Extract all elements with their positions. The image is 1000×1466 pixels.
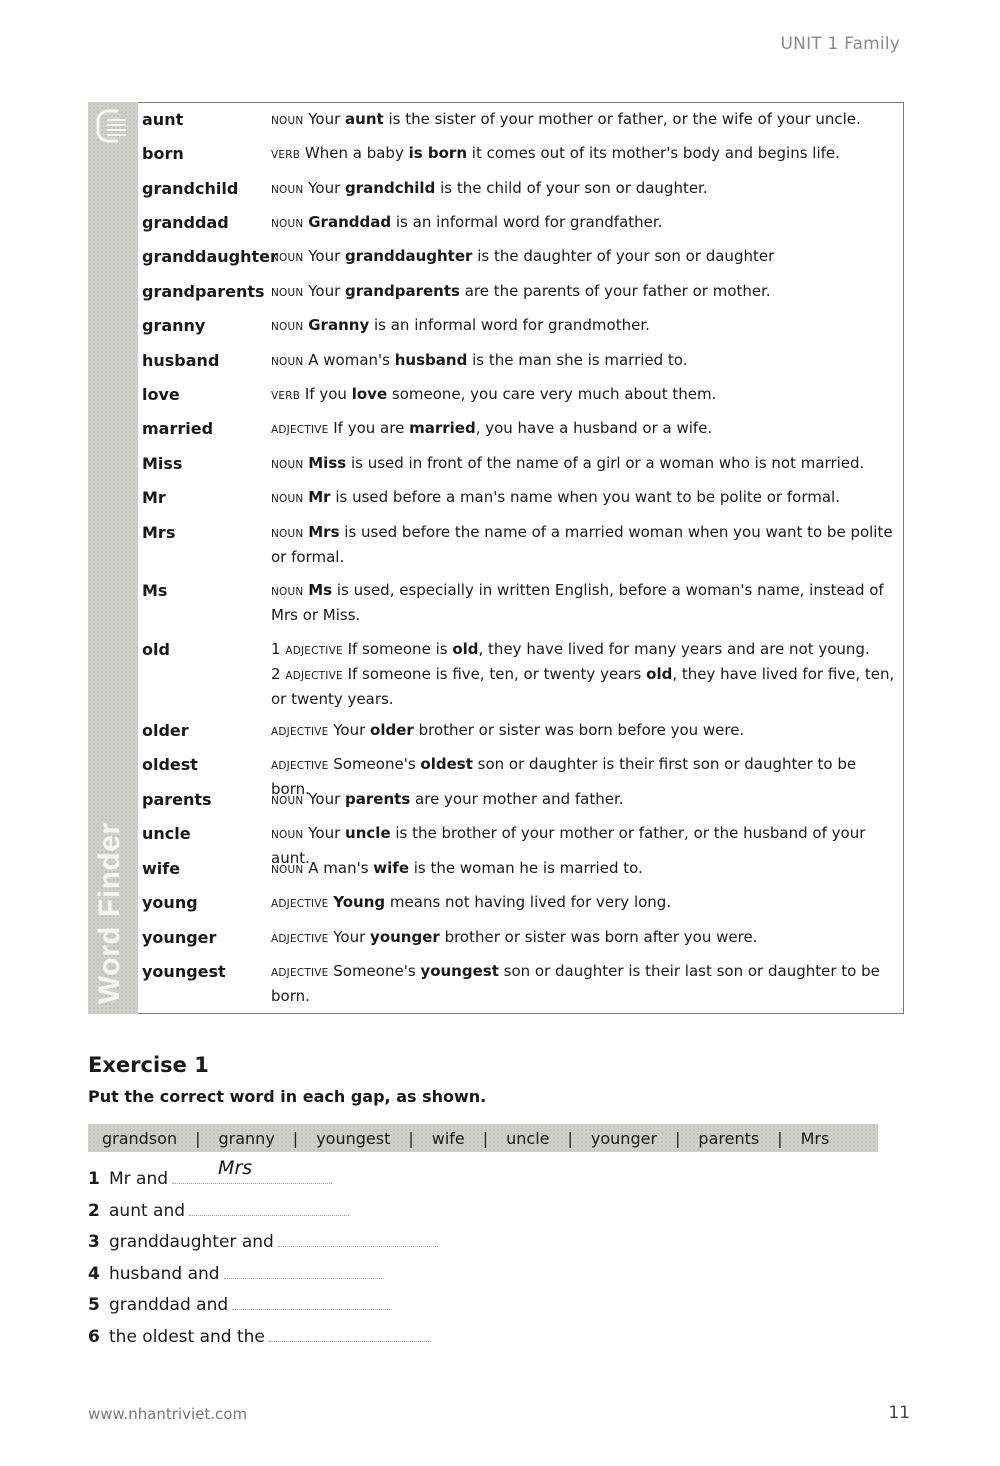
headword: granddaughter <box>142 247 278 266</box>
footer-url: www.nhantriviet.com <box>88 1405 248 1423</box>
sense <box>271 926 897 951</box>
word-bank-separator: | <box>292 1128 299 1148</box>
entry-row <box>142 521 897 569</box>
answer-blank[interactable] <box>232 1292 392 1310</box>
definition <box>271 108 897 133</box>
entry-row <box>142 719 897 744</box>
bold-term: Young <box>333 893 386 911</box>
bold-term: older <box>370 721 414 739</box>
bold-term: old <box>452 640 479 658</box>
headword: older <box>142 721 189 740</box>
part-of-speech: ADJECTIVE <box>271 726 329 738</box>
part-of-speech: ADJECTIVE <box>271 933 329 945</box>
part-of-speech: ADJECTIVE <box>271 898 329 910</box>
part-of-speech: NOUN <box>271 115 304 127</box>
definition-text: is an informal word for grandfather. <box>391 213 663 231</box>
entry-row <box>142 142 897 167</box>
sense <box>271 719 897 744</box>
definition <box>271 142 897 167</box>
definition-text: Your <box>308 110 346 128</box>
sense <box>271 108 897 133</box>
page-number: 11 <box>888 1403 910 1423</box>
entry-row <box>142 486 897 511</box>
definition-text: Someone's <box>333 962 421 980</box>
definition-text: means not having lived for very long. <box>385 893 672 911</box>
definition <box>271 245 897 270</box>
question-item <box>88 1292 438 1324</box>
bold-term: oldest <box>420 755 473 773</box>
part-of-speech: NOUN <box>271 795 304 807</box>
headword: love <box>142 385 180 404</box>
definition-text: son or daughter is their first son or daughter to be born. <box>271 755 857 798</box>
definition-text: Your <box>333 721 371 739</box>
definition-text: , they have lived for many years and are not young. <box>478 640 870 658</box>
definition-text: If you <box>304 385 352 403</box>
question-text: husband and <box>109 1263 220 1284</box>
part-of-speech: NOUN <box>271 356 304 368</box>
entry-row <box>142 788 897 813</box>
headword: grandparents <box>142 282 265 301</box>
definition <box>271 857 897 882</box>
part-of-speech: NOUN <box>271 287 304 299</box>
definition <box>271 719 897 744</box>
bold-term: husband <box>394 351 468 369</box>
definition <box>271 177 897 202</box>
definition-text: is used before the name of a married woman when you want to be polite or formal. <box>271 523 893 566</box>
headword: Miss <box>142 454 183 473</box>
question-item <box>88 1157 438 1198</box>
question-text: granddad and <box>109 1295 229 1315</box>
bold-term: old <box>646 665 673 683</box>
question-text: granddaughter and <box>109 1232 274 1252</box>
exercise-title: Exercise 1 <box>88 1053 209 1077</box>
question-item <box>88 1261 438 1293</box>
word-bank-item: youngest <box>316 1128 391 1148</box>
entry-row <box>142 280 897 305</box>
word-bank-item: grandson <box>102 1128 178 1148</box>
part-of-speech: NOUN <box>271 493 304 505</box>
definition-text: , you have a husband or a wife. <box>475 419 713 437</box>
definition <box>271 211 897 236</box>
sense <box>271 142 897 167</box>
definition-text: are your mother and father. <box>410 790 624 808</box>
definition-text: If someone is <box>347 640 453 658</box>
sense <box>271 314 897 339</box>
part-of-speech: ADJECTIVE <box>271 424 329 436</box>
entry-row <box>142 960 897 1008</box>
question-number: 5 <box>88 1295 100 1315</box>
question-item <box>88 1324 438 1356</box>
word-finder-label: Word Finder <box>93 822 126 1004</box>
definition-text: is an informal word for grandmother. <box>369 316 650 334</box>
definition-text: is the daughter of your son or daughter <box>472 247 775 265</box>
headword: granddad <box>142 213 229 232</box>
entry-row <box>142 211 897 236</box>
entry-row <box>142 857 897 882</box>
question-number: 1 <box>88 1169 100 1189</box>
part-of-speech: ADJECTIVE <box>285 670 343 682</box>
headword: aunt <box>142 110 184 129</box>
bold-term: granddaughter <box>345 247 473 265</box>
headword: Ms <box>142 581 168 600</box>
answer-blank[interactable] <box>269 1324 429 1342</box>
bold-term: Granny <box>308 316 370 334</box>
word-bank-item: wife <box>431 1128 465 1148</box>
sense <box>271 521 897 569</box>
definition-text: brother or sister was born before you were. <box>413 721 745 739</box>
bold-term: younger <box>370 928 440 946</box>
question-number: 6 <box>88 1326 100 1347</box>
answer-blank[interactable] <box>278 1229 438 1247</box>
word-bank-separator: | <box>482 1128 489 1148</box>
exercise-instruction: Put the correct word in each gap, as shown. <box>88 1087 487 1106</box>
definition <box>271 280 897 305</box>
dictionary-lines-icon <box>96 108 130 144</box>
definition <box>271 349 897 374</box>
bold-term: uncle <box>345 824 391 842</box>
part-of-speech: NOUN <box>271 321 304 333</box>
question-text: the oldest and the <box>109 1326 265 1347</box>
definition-text: If you are <box>333 419 410 437</box>
part-of-speech: NOUN <box>271 252 304 264</box>
headword: married <box>142 419 214 438</box>
headword: young <box>142 893 198 912</box>
question-item <box>88 1229 438 1261</box>
word-bank-item: parents <box>698 1128 760 1148</box>
bold-term: Ms <box>308 581 333 599</box>
definition-text: are the parents of your father or mother. <box>459 282 771 300</box>
entry-row <box>142 108 897 133</box>
headword: Mrs <box>142 523 176 542</box>
part-of-speech: NOUN <box>271 829 304 841</box>
entry-row <box>142 383 897 408</box>
sense <box>271 960 897 1008</box>
definition <box>271 486 897 511</box>
definition-text: is used before a man's name when you want to be polite or formal. <box>330 488 840 506</box>
definition <box>271 891 897 916</box>
handwritten-answer: Mrs <box>218 1157 253 1179</box>
part-of-speech: NOUN <box>271 218 304 230</box>
headword: granny <box>142 316 206 335</box>
sense <box>271 245 897 270</box>
definition-text: When a baby <box>304 144 409 162</box>
answer-blank[interactable] <box>172 1157 332 1184</box>
entry-row <box>142 638 897 711</box>
bold-term: grandchild <box>345 179 436 197</box>
definition-text: is used, especially in written English, before a woman's name, instead of Mrs or Miss. <box>271 581 884 624</box>
sense-number: 2 <box>271 665 281 683</box>
bold-term: Granddad <box>308 213 392 231</box>
sense <box>271 486 897 511</box>
bold-term: grandparents <box>345 282 460 300</box>
sense <box>271 280 897 305</box>
definition-text: Someone's <box>333 755 421 773</box>
headword: oldest <box>142 755 198 774</box>
part-of-speech: VERB <box>271 390 301 402</box>
part-of-speech: VERB <box>271 149 301 161</box>
word-bank-separator: | <box>777 1128 783 1148</box>
entry-row <box>142 926 897 951</box>
bold-term: love <box>351 385 388 403</box>
question-number: 3 <box>88 1232 100 1252</box>
definition-text: son or daughter is their last son or daughter to be born. <box>271 962 880 1005</box>
word-bank-item: younger <box>590 1128 658 1148</box>
definition <box>271 638 897 711</box>
entry-row <box>142 177 897 202</box>
definition-text: is used in front of the name of a girl or a woman who is not married. <box>346 454 865 472</box>
entry-row <box>142 579 897 627</box>
definition-text: Your <box>308 179 346 197</box>
sense <box>271 891 897 916</box>
bold-term: wife <box>373 859 409 877</box>
part-of-speech: ADJECTIVE <box>271 967 329 979</box>
answer-blank[interactable] <box>189 1198 349 1216</box>
sense <box>271 579 897 627</box>
word-bank-item: uncle <box>506 1128 550 1148</box>
question-text: aunt and <box>109 1200 186 1221</box>
bold-term: youngest <box>420 962 499 980</box>
word-bank-separator: | <box>567 1128 573 1148</box>
answer-blank[interactable] <box>224 1261 384 1279</box>
headword: old <box>142 640 170 659</box>
definition-text: A woman's <box>308 351 395 369</box>
bold-term: Miss <box>308 454 347 472</box>
definition-text: Your <box>308 824 346 842</box>
bold-term: Mr <box>308 488 331 506</box>
definition-text: Your <box>308 247 346 265</box>
definition-text: it comes out of its mother's body and begins life. <box>467 144 840 162</box>
bold-term: parents <box>345 790 411 808</box>
sense <box>271 857 897 882</box>
headword: uncle <box>142 824 191 843</box>
headword: grandchild <box>142 179 239 198</box>
headword: born <box>142 144 184 163</box>
entry-row <box>142 452 897 477</box>
word-bank-item: Mrs <box>800 1128 830 1148</box>
headword: younger <box>142 928 217 947</box>
word-bank-separator: | <box>408 1128 414 1148</box>
entry-row <box>142 245 897 270</box>
definition <box>271 521 897 569</box>
sense <box>271 211 897 236</box>
definition-text: If someone is five, ten, or twenty years <box>347 665 647 683</box>
definition-text: is the brother of your mother or father, or the husband of your aunt. <box>271 824 866 867</box>
definition <box>271 417 897 442</box>
sense <box>271 663 897 711</box>
definition <box>271 452 897 477</box>
question-number: 4 <box>88 1263 100 1284</box>
definition-text: brother or sister was born after you were. <box>439 928 758 946</box>
definition-text: A man's <box>308 859 374 877</box>
definition <box>271 788 897 813</box>
bold-term: Mrs <box>308 523 340 541</box>
sense <box>271 638 897 663</box>
bold-term: aunt <box>345 110 384 128</box>
entry-row <box>142 314 897 339</box>
entry-row <box>142 891 897 916</box>
word-finder-sidebar <box>88 102 138 1014</box>
entry-row <box>142 417 897 442</box>
question-list <box>88 1157 438 1355</box>
definition-text: is the man she is married to. <box>467 351 688 369</box>
word-bank-item: granny <box>218 1128 275 1148</box>
definition <box>271 314 897 339</box>
definition-text: Your <box>308 282 346 300</box>
sense-number: 1 <box>271 640 281 658</box>
definition <box>271 960 897 1008</box>
definition-text: , they have lived for five, ten, or twenty years. <box>271 665 895 708</box>
definition-text: is the woman he is married to. <box>409 859 643 877</box>
part-of-speech: NOUN <box>271 528 304 540</box>
part-of-speech: NOUN <box>271 586 304 598</box>
headword: husband <box>142 351 220 370</box>
definition-text: Your <box>308 790 346 808</box>
definition-text: is the child of your son or daughter. <box>435 179 708 197</box>
headword: youngest <box>142 962 226 981</box>
definition <box>271 579 897 627</box>
word-bank <box>88 1124 878 1152</box>
sense <box>271 349 897 374</box>
part-of-speech: NOUN <box>271 184 304 196</box>
part-of-speech: ADJECTIVE <box>271 760 329 772</box>
definition-text: is the sister of your mother or father, or the wife of your uncle. <box>383 110 861 128</box>
question-number: 2 <box>88 1200 100 1221</box>
word-bank-separator: | <box>675 1128 681 1148</box>
headword: parents <box>142 790 212 809</box>
definition-text: someone, you care very much about them. <box>387 385 717 403</box>
sense <box>271 452 897 477</box>
part-of-speech: NOUN <box>271 864 304 876</box>
definition-text: Your <box>333 928 371 946</box>
part-of-speech: NOUN <box>271 459 304 471</box>
headword: Mr <box>142 488 166 507</box>
question-item <box>88 1198 438 1230</box>
sense <box>271 177 897 202</box>
bold-term: married <box>409 419 476 437</box>
headword: wife <box>142 859 181 878</box>
running-head: UNIT 1 Family <box>780 34 900 54</box>
sense <box>271 383 897 408</box>
definition <box>271 383 897 408</box>
bold-term: is born <box>408 144 468 162</box>
sense <box>271 417 897 442</box>
word-bank-separator: | <box>195 1128 201 1148</box>
part-of-speech: ADJECTIVE <box>285 645 343 657</box>
sense <box>271 788 897 813</box>
question-text: Mr and <box>109 1169 169 1189</box>
entry-row <box>142 349 897 374</box>
definition <box>271 926 897 951</box>
